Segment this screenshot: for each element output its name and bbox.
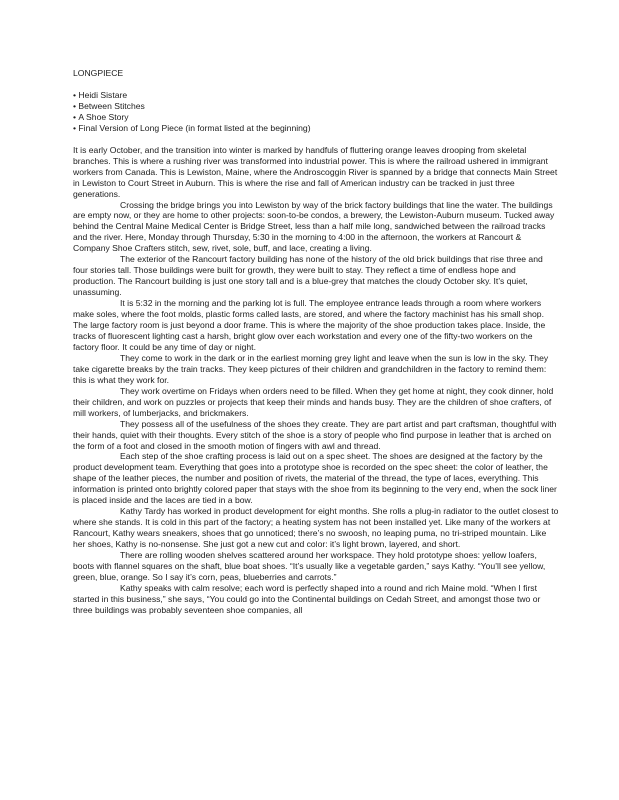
paragraph: Kathy Tardy has worked in product development for eight months. She rolls a plug-in radiator to the outlet closest to where she stands. It is cold in this part of the factory; a heating system has not been installed yet. Like many of the workers at Rancourt, Kathy wears sneakers, shoes that go unnoticed; there’s no swoosh, no leaping puma, no tri-striped mountain. Like her shoes, Kathy is no-nonsense. She just got a new cut and color: it’s light brown, layered, and short. [73, 506, 559, 550]
paragraph: They work overtime on Fridays when orders need to be filled. When they get home at night, they cook dinner, hold their children, and work on puzzles or projects that keep their minds and hands busy. They are the children of shoe crafters, of mill workers, of lumberjacks, and brickmakers. [73, 385, 554, 418]
bullet-author: • Heidi Sistare [73, 90, 559, 101]
bullet-subtitle: • A Shoe Story [73, 112, 559, 123]
bullet-series: • Between Stitches [73, 101, 559, 112]
paragraph: They come to work in the dark or in the earliest morning grey light and leave when the sun is low in the sky. They take cigarette breaks by the train tracks. They keep pictures of their children and grandchildren in the factory to remind them: this is what they work for. [73, 352, 549, 385]
paragraph: It is 5:32 in the morning and the parking lot is full. The employee entrance leads through a room where workers make soles, where the foot molds, plastic forms called lasts, are stored, and where the factory machinist has his small shop. The large factory room is just beyond a door frame. This is where the majority of the shoe production takes place. Inside, the tracks of fluorescent lighting cast a harsh, bright glow over each workstation and every one of the fifty-two workers on the factory floor. It could be any time of day or night. [73, 298, 546, 352]
paragraph: Each step of the shoe crafting process is laid out on a spec sheet. The shoes are designed at the factory by the product development team. Everything that goes into a prototype shoe is recorded on the spec sheet: the color of leather, the shape of the leather pieces, the number and position of rivets, the material of the thread, the type of laces, everything. This information is printed onto brightly colored paper that stays with the shoe from its beginning to the very end, when the sock liner is placed inside and the laces are tied in a bow. [73, 451, 557, 506]
paragraph: The exterior of the Rancourt factory building has none of the history of the old brick buildings that rise three and four stories tall. Those buildings were built for growth, they were built to stay. They reflect a time of endless hope and production. The Rancourt building is just one story tall and is a blue-grey that matches the cloudy October sky. It’s quiet, unassuming. [73, 254, 543, 298]
document-title: LONGPIECE [73, 68, 124, 78]
paragraph: They possess all of the usefulness of the shoes they create. They are part artist and part craftsman, thoughtful with their hands, quiet with their thoughts. Every stitch of the shoe is a story of people who find purpose in leather that is arched on the form of a foot and closed in the smooth motion of fingers with awl and thread. [73, 418, 557, 451]
paragraph: It is early October, and the transition into winter is marked by handfuls of fluttering orange leaves drooping from skeletal branches. This is where a rushing river was transformed into industrial power. This is where the railroad ushered in immigrant workers from Canada. This is Lewiston, Maine, where the Androscoggin River is spanned by a bridge that connects Main Street in Lewiston to Court Street in Auburn. This is where the rise and fall of American industry can be tracked in just three generations. [73, 144, 558, 199]
bullet-version-note: • Final Version of Long Piece (in format listed at the beginning) [73, 123, 559, 134]
paragraph: There are rolling wooden shelves scattered around her workspace. They hold prototype shoes: yellow loafers, boots with flannel squares on the shaft, blue boat shoes. “It’s usually like a vegetable garden,” says Kathy. “You’ll see yellow, green, blue, orange. So I say it’s corn, peas, blueberries and carrots.” [73, 550, 546, 582]
paragraph: Crossing the bridge brings you into Lewiston by way of the brick factory buildings that line the water. The buildings are empty now, or they are home to other projects: soon-to-be condos, a brewery, the Lewiston-Auburn museum. Tucked away behind the Central Maine Medical Center is Bridge Street, less than a half mile long, sandwiched between the railroad tracks and the river. Here, Monday through Thursday, 5:30 in the morning to 4:00 in the afternoon, the workers at Rancourt & Company Shoe Crafters stitch, sew, rivet, sole, buff, and lace, creating a living. [73, 199, 555, 254]
header-bullet-list [73, 90, 559, 134]
document-page [73, 68, 559, 616]
paragraph: Kathy speaks with calm resolve; each word is perfectly shaped into a round and rich Maine mold. “When I first started in this business,” she says, “You could go into the Continental buildings on Cedah Street, and amongst those two or three buildings was probably seventeen shoe companies, all [73, 582, 541, 615]
